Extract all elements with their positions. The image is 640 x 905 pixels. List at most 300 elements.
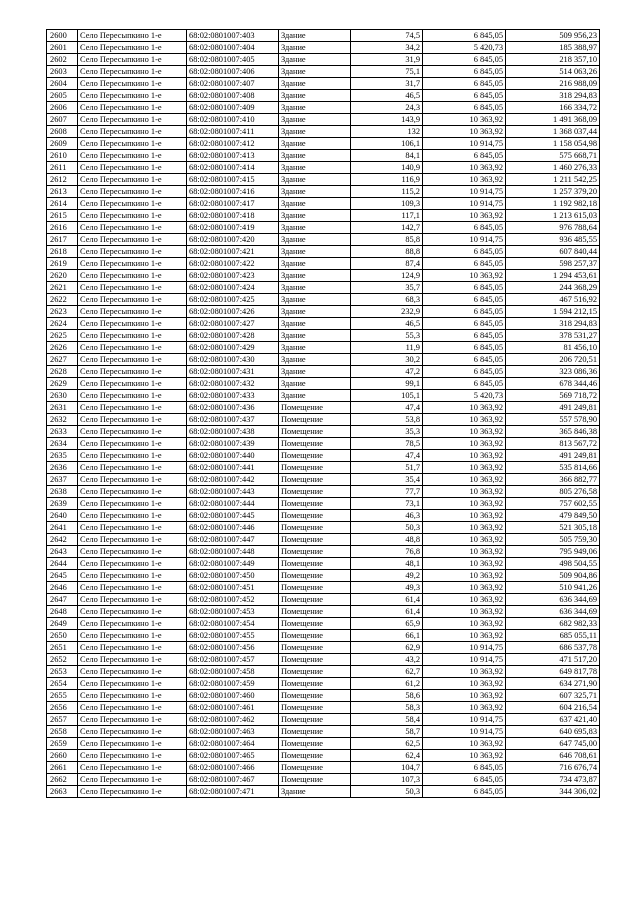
- locality-cell: Село Пересыпкино 1-е: [78, 186, 187, 198]
- area-cell: 84,1: [351, 150, 423, 162]
- cadastral-number-cell: 68:02:0801007:456: [187, 642, 279, 654]
- area-cell: 62,9: [351, 642, 423, 654]
- unit-value-cell: 10 363,92: [423, 210, 506, 222]
- cadastral-value-cell: 491 249,81: [506, 450, 600, 462]
- locality-cell: Село Пересыпкино 1-е: [78, 150, 187, 162]
- unit-value-cell: 10 914,75: [423, 198, 506, 210]
- unit-value-cell: 10 363,92: [423, 630, 506, 642]
- cadastral-value-cell: 166 334,72: [506, 102, 600, 114]
- row-number-cell: 2615: [47, 210, 78, 222]
- cadastral-number-cell: 68:02:0801007:447: [187, 534, 279, 546]
- locality-cell: Село Пересыпкино 1-е: [78, 66, 187, 78]
- table-row: [47, 294, 600, 306]
- unit-value-cell: 10 914,75: [423, 186, 506, 198]
- table-row: [47, 54, 600, 66]
- cadastral-value-cell: 509 904,86: [506, 570, 600, 582]
- unit-value-cell: 6 845,05: [423, 342, 506, 354]
- cadastral-number-cell: 68:02:0801007:419: [187, 222, 279, 234]
- object-type-cell: Здание: [279, 162, 351, 174]
- row-number-cell: 2645: [47, 570, 78, 582]
- table-row: [47, 630, 600, 642]
- unit-value-cell: 6 845,05: [423, 246, 506, 258]
- row-number-cell: 2622: [47, 294, 78, 306]
- row-number-cell: 2628: [47, 366, 78, 378]
- table-row: [47, 330, 600, 342]
- locality-cell: Село Пересыпкино 1-е: [78, 546, 187, 558]
- unit-value-cell: 10 363,92: [423, 126, 506, 138]
- cadastral-number-cell: 68:02:0801007:462: [187, 714, 279, 726]
- locality-cell: Село Пересыпкино 1-е: [78, 762, 187, 774]
- cadastral-value-cell: 1 594 212,15: [506, 306, 600, 318]
- area-cell: 53,8: [351, 414, 423, 426]
- cadastral-number-cell: 68:02:0801007:423: [187, 270, 279, 282]
- table-row: [47, 438, 600, 450]
- unit-value-cell: 6 845,05: [423, 354, 506, 366]
- area-cell: 116,9: [351, 174, 423, 186]
- cadastral-number-cell: 68:02:0801007:451: [187, 582, 279, 594]
- area-cell: 47,4: [351, 402, 423, 414]
- table-row: [47, 426, 600, 438]
- unit-value-cell: 6 845,05: [423, 306, 506, 318]
- object-type-cell: Здание: [279, 90, 351, 102]
- cadastral-number-cell: 68:02:0801007:422: [187, 258, 279, 270]
- object-type-cell: Здание: [279, 342, 351, 354]
- unit-value-cell: 10 914,75: [423, 714, 506, 726]
- unit-value-cell: 6 845,05: [423, 66, 506, 78]
- cadastral-number-cell: 68:02:0801007:403: [187, 30, 279, 42]
- object-type-cell: Здание: [279, 354, 351, 366]
- row-number-cell: 2603: [47, 66, 78, 78]
- unit-value-cell: 10 363,92: [423, 738, 506, 750]
- cadastral-value-cell: 607 840,44: [506, 246, 600, 258]
- cadastral-number-cell: 68:02:0801007:450: [187, 570, 279, 582]
- area-cell: 99,1: [351, 378, 423, 390]
- table-row: [47, 786, 600, 798]
- cadastral-value-cell: 318 294,83: [506, 318, 600, 330]
- row-number-cell: 2644: [47, 558, 78, 570]
- cadastral-value-cell: 81 456,10: [506, 342, 600, 354]
- cadastral-number-cell: 68:02:0801007:417: [187, 198, 279, 210]
- object-type-cell: Помещение: [279, 618, 351, 630]
- unit-value-cell: 6 845,05: [423, 378, 506, 390]
- table-row: [47, 342, 600, 354]
- table-row: [47, 306, 600, 318]
- area-cell: 61,4: [351, 594, 423, 606]
- row-number-cell: 2626: [47, 342, 78, 354]
- object-type-cell: Помещение: [279, 774, 351, 786]
- object-type-cell: Помещение: [279, 510, 351, 522]
- locality-cell: Село Пересыпкино 1-е: [78, 786, 187, 798]
- area-cell: 88,8: [351, 246, 423, 258]
- table-row: [47, 138, 600, 150]
- unit-value-cell: 10 363,92: [423, 414, 506, 426]
- unit-value-cell: 6 845,05: [423, 78, 506, 90]
- cadastral-number-cell: 68:02:0801007:433: [187, 390, 279, 402]
- area-cell: 124,9: [351, 270, 423, 282]
- row-number-cell: 2612: [47, 174, 78, 186]
- row-number-cell: 2639: [47, 498, 78, 510]
- locality-cell: Село Пересыпкино 1-е: [78, 114, 187, 126]
- cadastral-number-cell: 68:02:0801007:439: [187, 438, 279, 450]
- locality-cell: Село Пересыпкино 1-е: [78, 690, 187, 702]
- cadastral-number-cell: 68:02:0801007:464: [187, 738, 279, 750]
- cadastral-value-cell: 646 708,61: [506, 750, 600, 762]
- table-row: [47, 270, 600, 282]
- object-type-cell: Помещение: [279, 534, 351, 546]
- locality-cell: Село Пересыпкино 1-е: [78, 426, 187, 438]
- cadastral-value-cell: 607 325,71: [506, 690, 600, 702]
- unit-value-cell: 10 914,75: [423, 726, 506, 738]
- table-row: [47, 642, 600, 654]
- table-row: [47, 318, 600, 330]
- object-type-cell: Помещение: [279, 450, 351, 462]
- area-cell: 58,3: [351, 702, 423, 714]
- cadastral-number-cell: 68:02:0801007:405: [187, 54, 279, 66]
- row-number-cell: 2641: [47, 522, 78, 534]
- cadastral-number-cell: 68:02:0801007:461: [187, 702, 279, 714]
- object-type-cell: Здание: [279, 150, 351, 162]
- object-type-cell: Здание: [279, 138, 351, 150]
- unit-value-cell: 10 914,75: [423, 654, 506, 666]
- row-number-cell: 2649: [47, 618, 78, 630]
- cadastral-number-cell: 68:02:0801007:409: [187, 102, 279, 114]
- table-row: [47, 486, 600, 498]
- row-number-cell: 2633: [47, 426, 78, 438]
- cadastral-value-cell: 685 055,11: [506, 630, 600, 642]
- table-row: [47, 90, 600, 102]
- object-type-cell: Здание: [279, 30, 351, 42]
- row-number-cell: 2657: [47, 714, 78, 726]
- locality-cell: Село Пересыпкино 1-е: [78, 342, 187, 354]
- object-type-cell: Здание: [279, 318, 351, 330]
- object-type-cell: Здание: [279, 258, 351, 270]
- locality-cell: Село Пересыпкино 1-е: [78, 102, 187, 114]
- locality-cell: Село Пересыпкино 1-е: [78, 330, 187, 342]
- row-number-cell: 2652: [47, 654, 78, 666]
- table-row: [47, 750, 600, 762]
- cadastral-value-cell: 216 988,09: [506, 78, 600, 90]
- object-type-cell: Здание: [279, 234, 351, 246]
- row-number-cell: 2607: [47, 114, 78, 126]
- area-cell: 68,3: [351, 294, 423, 306]
- locality-cell: Село Пересыпкино 1-е: [78, 462, 187, 474]
- cadastral-value-cell: 598 257,37: [506, 258, 600, 270]
- locality-cell: Село Пересыпкино 1-е: [78, 474, 187, 486]
- locality-cell: Село Пересыпкино 1-е: [78, 570, 187, 582]
- cadastral-number-cell: 68:02:0801007:407: [187, 78, 279, 90]
- table-row: [47, 186, 600, 198]
- object-type-cell: Помещение: [279, 606, 351, 618]
- unit-value-cell: 10 363,92: [423, 618, 506, 630]
- locality-cell: Село Пересыпкино 1-е: [78, 714, 187, 726]
- cadastral-number-cell: 68:02:0801007:448: [187, 546, 279, 558]
- locality-cell: Село Пересыпкино 1-е: [78, 414, 187, 426]
- cadastral-value-cell: 535 814,66: [506, 462, 600, 474]
- row-number-cell: 2640: [47, 510, 78, 522]
- unit-value-cell: 6 845,05: [423, 150, 506, 162]
- cadastral-number-cell: 68:02:0801007:458: [187, 666, 279, 678]
- row-number-cell: 2662: [47, 774, 78, 786]
- row-number-cell: 2637: [47, 474, 78, 486]
- table-row: [47, 282, 600, 294]
- unit-value-cell: 10 363,92: [423, 162, 506, 174]
- cadastral-number-cell: 68:02:0801007:421: [187, 246, 279, 258]
- row-number-cell: 2614: [47, 198, 78, 210]
- locality-cell: Село Пересыпкино 1-е: [78, 354, 187, 366]
- cadastral-value-cell: 936 485,55: [506, 234, 600, 246]
- area-cell: 85,8: [351, 234, 423, 246]
- row-number-cell: 2611: [47, 162, 78, 174]
- cadastral-number-cell: 68:02:0801007:416: [187, 186, 279, 198]
- locality-cell: Село Пересыпкино 1-е: [78, 618, 187, 630]
- row-number-cell: 2627: [47, 354, 78, 366]
- cadastral-value-cell: 1 192 982,18: [506, 198, 600, 210]
- object-type-cell: Помещение: [279, 486, 351, 498]
- object-type-cell: Здание: [279, 126, 351, 138]
- locality-cell: Село Пересыпкино 1-е: [78, 222, 187, 234]
- cadastral-value-cell: 813 567,72: [506, 438, 600, 450]
- cadastral-value-cell: 1 211 542,25: [506, 174, 600, 186]
- locality-cell: Село Пересыпкино 1-е: [78, 666, 187, 678]
- table-row: [47, 582, 600, 594]
- object-type-cell: Здание: [279, 786, 351, 798]
- cadastral-value-cell: 1 460 276,33: [506, 162, 600, 174]
- cadastral-value-cell: 509 956,23: [506, 30, 600, 42]
- cadastral-number-cell: 68:02:0801007:452: [187, 594, 279, 606]
- cadastral-value-cell: 557 578,90: [506, 414, 600, 426]
- area-cell: 106,1: [351, 138, 423, 150]
- locality-cell: Село Пересыпкино 1-е: [78, 582, 187, 594]
- object-type-cell: Помещение: [279, 582, 351, 594]
- cadastral-number-cell: 68:02:0801007:432: [187, 378, 279, 390]
- cadastral-number-cell: 68:02:0801007:438: [187, 426, 279, 438]
- area-cell: 46,3: [351, 510, 423, 522]
- cadastral-number-cell: 68:02:0801007:411: [187, 126, 279, 138]
- table-row: [47, 414, 600, 426]
- locality-cell: Село Пересыпкино 1-е: [78, 702, 187, 714]
- area-cell: 31,7: [351, 78, 423, 90]
- locality-cell: Село Пересыпкино 1-е: [78, 510, 187, 522]
- unit-value-cell: 10 363,92: [423, 522, 506, 534]
- area-cell: 58,4: [351, 714, 423, 726]
- cadastral-number-cell: 68:02:0801007:430: [187, 354, 279, 366]
- table-body: [47, 30, 600, 798]
- area-cell: 11,9: [351, 342, 423, 354]
- object-type-cell: Здание: [279, 54, 351, 66]
- area-cell: 61,2: [351, 678, 423, 690]
- cadastral-value-cell: 514 063,26: [506, 66, 600, 78]
- row-number-cell: 2623: [47, 306, 78, 318]
- row-number-cell: 2619: [47, 258, 78, 270]
- row-number-cell: 2653: [47, 666, 78, 678]
- table-row: [47, 402, 600, 414]
- cadastral-value-cell: 510 941,26: [506, 582, 600, 594]
- table-row: [47, 534, 600, 546]
- cadastral-value-table: [46, 29, 600, 798]
- cadastral-number-cell: 68:02:0801007:427: [187, 318, 279, 330]
- unit-value-cell: 10 914,75: [423, 234, 506, 246]
- cadastral-value-cell: 218 357,10: [506, 54, 600, 66]
- cadastral-value-cell: 795 949,06: [506, 546, 600, 558]
- area-cell: 31,9: [351, 54, 423, 66]
- table-row: [47, 738, 600, 750]
- cadastral-value-cell: 378 531,27: [506, 330, 600, 342]
- cadastral-number-cell: 68:02:0801007:426: [187, 306, 279, 318]
- cadastral-value-cell: 604 216,54: [506, 702, 600, 714]
- cadastral-value-cell: 471 517,20: [506, 654, 600, 666]
- cadastral-value-cell: 649 817,78: [506, 666, 600, 678]
- object-type-cell: Здание: [279, 366, 351, 378]
- area-cell: 78,5: [351, 438, 423, 450]
- object-type-cell: Помещение: [279, 630, 351, 642]
- cadastral-number-cell: 68:02:0801007:449: [187, 558, 279, 570]
- locality-cell: Село Пересыпкино 1-е: [78, 306, 187, 318]
- locality-cell: Село Пересыпкино 1-е: [78, 726, 187, 738]
- object-type-cell: Помещение: [279, 702, 351, 714]
- object-type-cell: Здание: [279, 294, 351, 306]
- object-type-cell: Здание: [279, 378, 351, 390]
- area-cell: 76,8: [351, 546, 423, 558]
- cadastral-number-cell: 68:02:0801007:440: [187, 450, 279, 462]
- area-cell: 140,9: [351, 162, 423, 174]
- object-type-cell: Помещение: [279, 426, 351, 438]
- locality-cell: Село Пересыпкино 1-е: [78, 198, 187, 210]
- locality-cell: Село Пересыпкино 1-е: [78, 498, 187, 510]
- table-row: [47, 762, 600, 774]
- table-row: [47, 678, 600, 690]
- object-type-cell: Помещение: [279, 474, 351, 486]
- table-row: [47, 102, 600, 114]
- row-number-cell: 2643: [47, 546, 78, 558]
- table-row: [47, 654, 600, 666]
- row-number-cell: 2610: [47, 150, 78, 162]
- cadastral-number-cell: 68:02:0801007:431: [187, 366, 279, 378]
- unit-value-cell: 10 363,92: [423, 486, 506, 498]
- cadastral-number-cell: 68:02:0801007:420: [187, 234, 279, 246]
- table-row: [47, 78, 600, 90]
- cadastral-number-cell: 68:02:0801007:459: [187, 678, 279, 690]
- table-row: [47, 30, 600, 42]
- cadastral-number-cell: 68:02:0801007:455: [187, 630, 279, 642]
- table-row: [47, 558, 600, 570]
- cadastral-number-cell: 68:02:0801007:406: [187, 66, 279, 78]
- row-number-cell: 2618: [47, 246, 78, 258]
- cadastral-number-cell: 68:02:0801007:446: [187, 522, 279, 534]
- locality-cell: Село Пересыпкино 1-е: [78, 630, 187, 642]
- cadastral-value-cell: 491 249,81: [506, 402, 600, 414]
- cadastral-value-cell: 206 720,51: [506, 354, 600, 366]
- locality-cell: Село Пересыпкино 1-е: [78, 90, 187, 102]
- locality-cell: Село Пересыпкино 1-е: [78, 738, 187, 750]
- area-cell: 58,6: [351, 690, 423, 702]
- unit-value-cell: 6 845,05: [423, 366, 506, 378]
- unit-value-cell: 6 845,05: [423, 258, 506, 270]
- area-cell: 55,3: [351, 330, 423, 342]
- row-number-cell: 2659: [47, 738, 78, 750]
- cadastral-number-cell: 68:02:0801007:436: [187, 402, 279, 414]
- row-number-cell: 2609: [47, 138, 78, 150]
- area-cell: 66,1: [351, 630, 423, 642]
- row-number-cell: 2617: [47, 234, 78, 246]
- cadastral-value-cell: 1 213 615,03: [506, 210, 600, 222]
- cadastral-value-cell: 185 388,97: [506, 42, 600, 54]
- row-number-cell: 2629: [47, 378, 78, 390]
- unit-value-cell: 10 363,92: [423, 750, 506, 762]
- table-row: [47, 366, 600, 378]
- row-number-cell: 2602: [47, 54, 78, 66]
- cadastral-value-cell: 1 491 368,09: [506, 114, 600, 126]
- cadastral-number-cell: 68:02:0801007:437: [187, 414, 279, 426]
- table-row: [47, 210, 600, 222]
- unit-value-cell: 10 363,92: [423, 450, 506, 462]
- unit-value-cell: 6 845,05: [423, 318, 506, 330]
- unit-value-cell: 10 363,92: [423, 498, 506, 510]
- object-type-cell: Здание: [279, 270, 351, 282]
- cadastral-value-cell: 1 368 037,44: [506, 126, 600, 138]
- cadastral-value-cell: 805 276,58: [506, 486, 600, 498]
- unit-value-cell: 10 363,92: [423, 270, 506, 282]
- cadastral-value-cell: 716 676,74: [506, 762, 600, 774]
- locality-cell: Село Пересыпкино 1-е: [78, 78, 187, 90]
- cadastral-number-cell: 68:02:0801007:457: [187, 654, 279, 666]
- object-type-cell: Здание: [279, 42, 351, 54]
- locality-cell: Село Пересыпкино 1-е: [78, 654, 187, 666]
- area-cell: 87,4: [351, 258, 423, 270]
- cadastral-value-cell: 318 294,83: [506, 90, 600, 102]
- locality-cell: Село Пересыпкино 1-е: [78, 30, 187, 42]
- area-cell: 35,3: [351, 426, 423, 438]
- locality-cell: Село Пересыпкино 1-е: [78, 318, 187, 330]
- cadastral-number-cell: 68:02:0801007:408: [187, 90, 279, 102]
- table-row: [47, 390, 600, 402]
- cadastral-number-cell: 68:02:0801007:415: [187, 174, 279, 186]
- row-number-cell: 2630: [47, 390, 78, 402]
- table-row: [47, 162, 600, 174]
- area-cell: 143,9: [351, 114, 423, 126]
- row-number-cell: 2634: [47, 438, 78, 450]
- locality-cell: Село Пересыпкино 1-е: [78, 42, 187, 54]
- locality-cell: Село Пересыпкино 1-е: [78, 294, 187, 306]
- table-row: [47, 498, 600, 510]
- row-number-cell: 2616: [47, 222, 78, 234]
- cadastral-value-cell: 467 516,92: [506, 294, 600, 306]
- unit-value-cell: 10 363,92: [423, 570, 506, 582]
- area-cell: 107,3: [351, 774, 423, 786]
- table-row: [47, 714, 600, 726]
- row-number-cell: 2635: [47, 450, 78, 462]
- unit-value-cell: 6 845,05: [423, 54, 506, 66]
- row-number-cell: 2636: [47, 462, 78, 474]
- unit-value-cell: 10 914,75: [423, 138, 506, 150]
- object-type-cell: Помещение: [279, 546, 351, 558]
- unit-value-cell: 6 845,05: [423, 222, 506, 234]
- cadastral-number-cell: 68:02:0801007:444: [187, 498, 279, 510]
- table-row: [47, 666, 600, 678]
- object-type-cell: Помещение: [279, 498, 351, 510]
- unit-value-cell: 6 845,05: [423, 102, 506, 114]
- locality-cell: Село Пересыпкино 1-е: [78, 234, 187, 246]
- cadastral-value-cell: 1 294 453,61: [506, 270, 600, 282]
- unit-value-cell: 6 845,05: [423, 90, 506, 102]
- locality-cell: Село Пересыпкино 1-е: [78, 486, 187, 498]
- area-cell: 43,2: [351, 654, 423, 666]
- table-row: [47, 702, 600, 714]
- cadastral-value-cell: 505 759,30: [506, 534, 600, 546]
- locality-cell: Село Пересыпкино 1-е: [78, 678, 187, 690]
- unit-value-cell: 10 363,92: [423, 426, 506, 438]
- area-cell: 132: [351, 126, 423, 138]
- unit-value-cell: 10 914,75: [423, 642, 506, 654]
